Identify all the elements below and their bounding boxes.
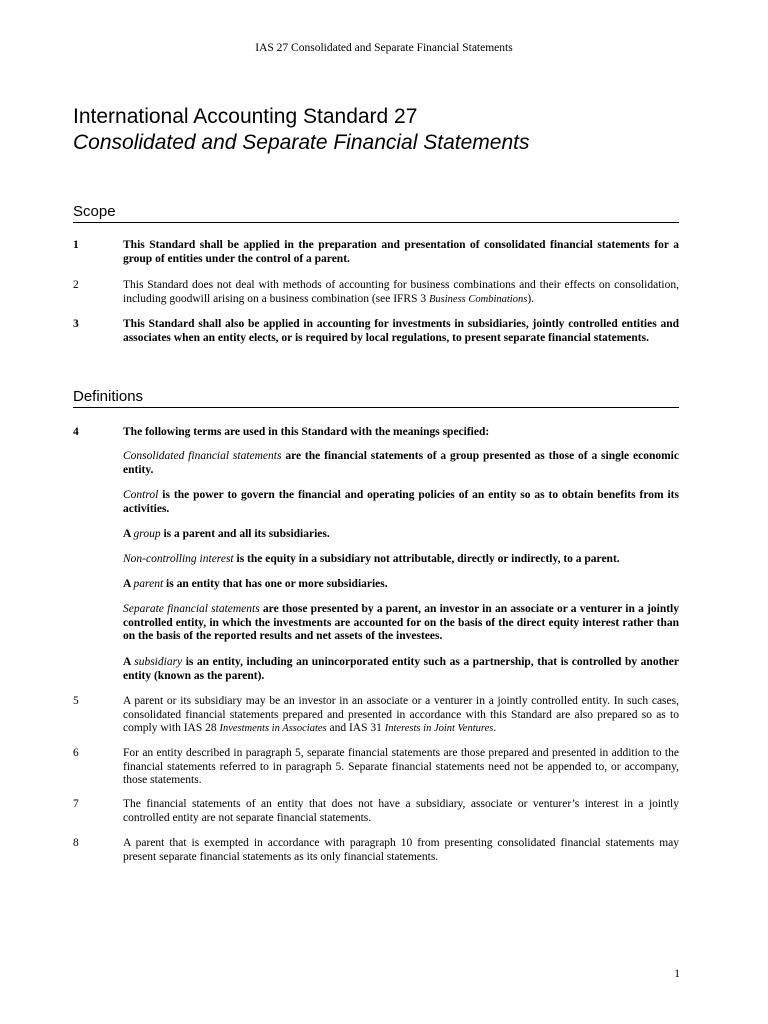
definition-text: is an entity, including an unincorporated entity such as a partnership, that is controlled by another entity (known as the parent). bbox=[123, 656, 680, 682]
text-segment: and IAS 31 bbox=[326, 722, 385, 734]
standard-subtitle: Consolidated and Separate Financial Statements bbox=[73, 131, 530, 154]
paragraph-number: 2 bbox=[73, 279, 79, 291]
text-segment: ). bbox=[527, 292, 535, 305]
text-segment: . bbox=[493, 722, 497, 734]
definition-text: is the power to govern the financial and operating policies of an entity so as to obtain benefits from its activities. bbox=[123, 489, 679, 515]
definition-control bbox=[123, 489, 679, 516]
paragraph-number: 6 bbox=[73, 747, 79, 759]
section-heading-scope: Scope bbox=[73, 203, 679, 223]
defined-term: Non-controlling interest bbox=[123, 553, 234, 565]
paragraph-text: For an entity described in paragraph 5, separate financial statements are those prepared and presented in addition to the financial statements referred to in paragraph 5. Separate financial statements need not be appended to, or accompany, those statements. bbox=[123, 747, 679, 786]
text-segment: This Standard does not deal with methods of accounting for business combinations and their effects on consolidation, including goodwill arising on a business combination (see IFRS 3 bbox=[123, 279, 679, 305]
reference-title: Business Combinations bbox=[429, 293, 528, 305]
definition-text: is a parent and all its subsidiaries. bbox=[160, 528, 330, 540]
definition-separate-financial-statements bbox=[123, 603, 679, 644]
paragraph-text: This Standard shall also be applied in accounting for investments in subsidiaries, jointly controlled entities and associates when an entity elects, or is required by local regulations, to present separate financial statements. bbox=[123, 318, 679, 344]
paragraph-number: 5 bbox=[73, 695, 79, 707]
paragraph-text bbox=[123, 695, 679, 736]
paragraph-text: The financial statements of an entity that does not have a subsidiary, associate or venturer’s interest in a jointly controlled entity are not separate financial statements. bbox=[123, 798, 679, 824]
definition-non-controlling-interest bbox=[123, 553, 679, 567]
document-title bbox=[73, 104, 693, 156]
definition-parent bbox=[123, 578, 679, 592]
definition-consolidated-financial-statements bbox=[123, 450, 679, 477]
definition-text: is an entity that has one or more subsidiaries. bbox=[163, 578, 388, 590]
defined-term: parent bbox=[133, 578, 164, 590]
page-number: 1 bbox=[674, 968, 680, 980]
text-segment: A bbox=[123, 528, 134, 540]
definition-text: are those presented by a parent, an investor in an associate or a venturer in a jointly controlled entity, in which the investments are accounted for on the basis of the direct equity interest rather than on the basis of the reported results and net assets of the investees. bbox=[123, 603, 679, 642]
definition-group bbox=[123, 528, 679, 542]
paragraph-number: 1 bbox=[73, 239, 79, 251]
reference-title: Investments in Associates bbox=[219, 723, 327, 734]
paragraph-text: This Standard shall be applied in the preparation and presentation of consolidated financial statements for a group of entities under the control of a parent. bbox=[123, 239, 679, 265]
running-header: IAS 27 Consolidated and Separate Financial Statements bbox=[255, 42, 513, 54]
definition-text: are the financial statements of a group presented as those of a single economic entity. bbox=[123, 450, 679, 476]
section-heading-definitions: Definitions bbox=[73, 388, 679, 408]
defined-term: subsidiary bbox=[134, 656, 183, 668]
text-segment: A bbox=[123, 578, 134, 590]
text-segment: A bbox=[123, 656, 135, 668]
paragraph-number: 3 bbox=[73, 318, 79, 330]
paragraph-number: 4 bbox=[73, 426, 79, 438]
paragraph-text bbox=[123, 279, 679, 306]
defined-term: Separate financial statements bbox=[123, 603, 260, 615]
definition-text: is the equity in a subsidiary not attributable, directly or indirectly, to a parent. bbox=[233, 553, 620, 565]
definition-subsidiary bbox=[123, 656, 679, 683]
defined-term: group bbox=[133, 528, 161, 540]
defined-term: Consolidated financial statements bbox=[123, 450, 282, 462]
reference-title: Interests in Joint Ventures bbox=[384, 723, 494, 734]
paragraph-text: The following terms are used in this Standard with the meanings specified: bbox=[123, 426, 490, 438]
defined-term: Control bbox=[123, 489, 159, 501]
text-segment: A parent or its subsidiary may be an investor in an associate or a venturer in a jointly controlled entity. In such cases, consolidated financial statements prepared and presented in accordance with this Standard are also prepared so as to comply with IAS 28 bbox=[123, 695, 679, 734]
paragraph-text: A parent that is exempted in accordance with paragraph 10 from presenting consolidated financial statements may present separate financial statements as its only financial statements. bbox=[123, 837, 679, 863]
paragraph-number: 8 bbox=[73, 837, 79, 849]
paragraph-number: 7 bbox=[73, 798, 79, 810]
standard-number-title: International Accounting Standard 27 bbox=[73, 105, 418, 128]
